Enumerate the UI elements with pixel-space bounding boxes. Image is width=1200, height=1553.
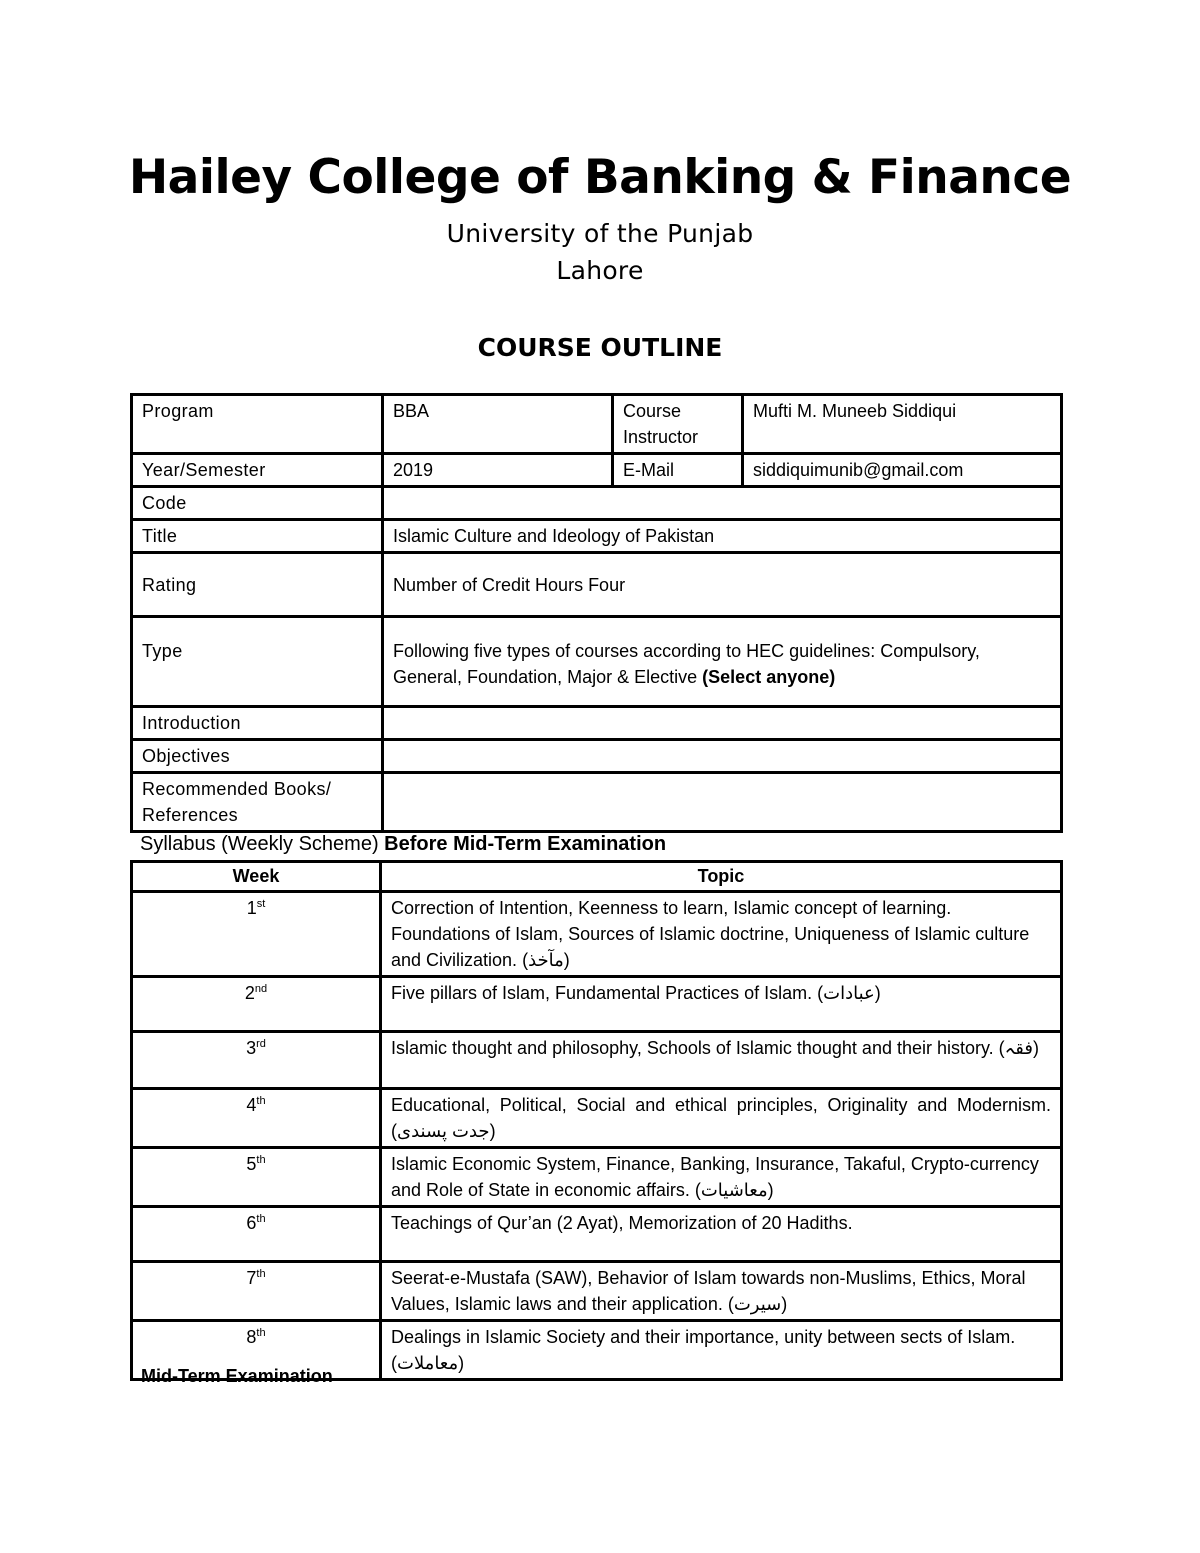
- syllabus-heading: [140, 833, 666, 856]
- week-cell: [132, 1207, 381, 1262]
- type-row: [132, 617, 1062, 707]
- instructor-label: Course Instructor: [613, 395, 743, 454]
- topic-cell: Islamic Economic System, Finance, Banking, Insurance, Takaful, Crypto-currency and Role of State in economic affairs. (معاشیات): [381, 1148, 1062, 1207]
- topic-cell: Teachings of Qur’an (2 Ayat), Memorization of 20 Hadiths.: [381, 1207, 1062, 1262]
- week-cell: [132, 1089, 381, 1148]
- objectives-label: Objectives: [132, 740, 383, 773]
- week-suffix: st: [256, 898, 266, 910]
- program-label: Program: [132, 395, 383, 454]
- week-suffix: nd: [254, 983, 268, 995]
- topic-cell: Dealings in Islamic Society and their importance, unity between sects of Islam. (معاملات): [381, 1321, 1062, 1380]
- week-suffix: th: [256, 1095, 266, 1107]
- week-number: 6: [246, 1213, 257, 1233]
- course-outline-heading: COURSE OUTLINE: [477, 333, 723, 362]
- title-row: [132, 520, 1062, 553]
- program-row: [132, 395, 1062, 454]
- year-value: 2019: [383, 454, 613, 487]
- topic-cell: Islamic thought and philosophy, Schools of Islamic thought and their history. (فقہ): [381, 1032, 1062, 1089]
- table-row: [132, 892, 1062, 977]
- books-value: [383, 773, 1062, 832]
- books-row: [132, 773, 1062, 832]
- introduction-row: [132, 707, 1062, 740]
- books-label: Recommended Books/ References: [132, 773, 383, 832]
- syllabus-heading-plain: Syllabus (Weekly Scheme): [140, 833, 379, 855]
- type-value-cell: [383, 617, 1062, 707]
- topic-cell: Seerat-e-Mustafa (SAW), Behavior of Islam towards non-Muslims, Ethics, Moral Values, Islamic laws and their application. (سیرت): [381, 1262, 1062, 1321]
- week-number: 2: [244, 983, 255, 1003]
- topic-cell: Correction of Intention, Keenness to learn, Islamic concept of learning. Foundations of Islam, Sources of Islamic doctrine, Uniqueness of Islamic culture and Civilization. (مآخذ): [381, 892, 1062, 977]
- email-value: siddiquimunib@gmail.com: [743, 454, 1062, 487]
- table-row: [132, 1262, 1062, 1321]
- week-column-header: Week: [132, 862, 381, 892]
- introduction-label: Introduction: [132, 707, 383, 740]
- table-row: [132, 1032, 1062, 1089]
- table-row: [132, 1148, 1062, 1207]
- week-number: 4: [246, 1095, 257, 1115]
- table-row: [132, 977, 1062, 1032]
- week-number: 5: [246, 1154, 257, 1174]
- year-label: Year/Semester: [132, 454, 383, 487]
- table-row: [132, 1089, 1062, 1148]
- week-cell: [132, 892, 381, 977]
- rating-row: [132, 553, 1062, 617]
- objectives-row: [132, 740, 1062, 773]
- week-number: 3: [246, 1038, 257, 1058]
- college-title: Hailey College of Banking & Finance: [128, 150, 1072, 205]
- week-suffix: rd: [256, 1038, 266, 1050]
- title-value: Islamic Culture and Ideology of Pakistan: [383, 520, 1062, 553]
- syllabus-table: [130, 860, 1063, 1381]
- program-value: BBA: [383, 395, 613, 454]
- rating-value: Number of Credit Hours Four: [383, 553, 1062, 617]
- week-cell: [132, 977, 381, 1032]
- type-value: Following five types of courses according to HEC guidelines: Compulsory, General, Foundation, Major & Elective: [393, 641, 980, 687]
- week-number: 8: [246, 1327, 257, 1347]
- topic-cell: Five pillars of Islam, Fundamental Practices of Islam. (عبادات): [381, 977, 1062, 1032]
- week-cell: [132, 1148, 381, 1207]
- code-label: Code: [132, 487, 383, 520]
- title-label: Title: [132, 520, 383, 553]
- syllabus-header-row: [132, 862, 1062, 892]
- syllabus-heading-bold: Before Mid-Term Examination: [384, 833, 667, 855]
- university-name: University of the Punjab: [446, 219, 754, 248]
- table-row: [132, 1207, 1062, 1262]
- code-row: [132, 487, 1062, 520]
- week-number: 7: [246, 1268, 257, 1288]
- topic-cell: Educational, Political, Social and ethical principles, Originality and Modernism. (جدت پسندی): [381, 1089, 1062, 1148]
- week-number: 1: [246, 898, 257, 918]
- week-suffix: th: [256, 1213, 266, 1225]
- week-suffix: th: [256, 1154, 266, 1166]
- introduction-value: [383, 707, 1062, 740]
- email-label: E-Mail: [613, 454, 743, 487]
- code-value: [383, 487, 1062, 520]
- midterm-label: Mid-Term Examination: [141, 1366, 333, 1386]
- week-suffix: th: [256, 1327, 266, 1339]
- topic-column-header: Topic: [381, 862, 1062, 892]
- type-label: Type: [132, 617, 383, 707]
- year-row: [132, 454, 1062, 487]
- week-cell: [132, 1262, 381, 1321]
- week-cell: [132, 1032, 381, 1089]
- type-note: (Select anyone): [702, 667, 836, 687]
- objectives-value: [383, 740, 1062, 773]
- city-name: Lahore: [556, 256, 644, 285]
- week-suffix: th: [256, 1268, 266, 1280]
- course-info-table: [130, 393, 1063, 833]
- rating-label: Rating: [132, 553, 383, 617]
- instructor-value: Mufti M. Muneeb Siddiqui: [743, 395, 1062, 454]
